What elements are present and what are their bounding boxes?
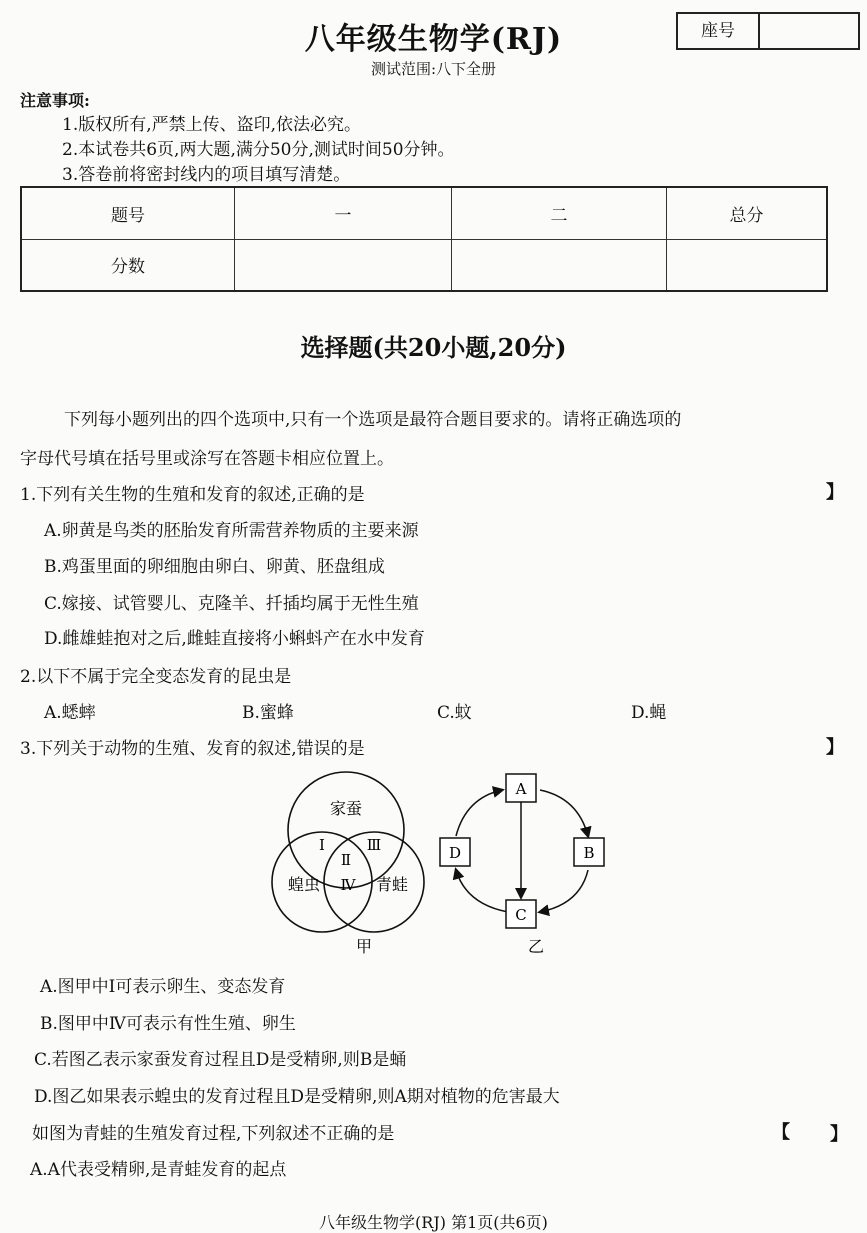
page-title: 八年级生物学(RJ) (304, 22, 563, 57)
venn-region-4: Ⅳ (340, 876, 356, 894)
arrow-a-to-b (540, 790, 588, 836)
node-c-label: C (515, 906, 527, 924)
question-stem: 2.以下不属于完全变态发育的昆虫是 (20, 667, 292, 687)
question-stem: 如图为青蛙的生殖发育过程,下列叙述不正确的是 (32, 1124, 395, 1144)
option: A.图甲中Ⅰ可表示卵生、变态发育 (40, 977, 286, 997)
notice-item: 2.本试卷共6页,两大题,满分50分,测试时间50分钟。 (62, 140, 455, 160)
score-header-cell: 题号 (21, 187, 235, 239)
option: B.鸡蛋里面的卵细胞由卵白、卵黄、胚盘组成 (44, 557, 385, 577)
option: D.蝇 (631, 703, 667, 723)
score-blank-cell[interactable] (452, 239, 667, 291)
option: B.蜜蜂 (242, 703, 294, 723)
option: C.若图乙表示家蚕发育过程且D是受精卵,则B是蛹 (34, 1050, 407, 1070)
seat-label: 座号 (678, 14, 760, 48)
node-a-label: A (515, 780, 527, 798)
option: D.雌雄蛙抱对之后,雌蛙直接将小蝌蚪产在水中发育 (44, 629, 425, 649)
score-blank-cell[interactable] (667, 239, 828, 291)
score-header-cell: 总分 (667, 187, 828, 239)
option: A.卵黄是鸟类的胚胎发育所需营养物质的主要来源 (44, 521, 419, 541)
answer-bracket: 】 (826, 482, 844, 503)
score-table (20, 186, 828, 292)
score-blank-cell[interactable] (235, 239, 452, 291)
seat-number-box (676, 12, 860, 50)
figure-caption-jia: 甲 (355, 937, 373, 956)
score-header-cell: 二 (452, 187, 667, 239)
cycle-diagram (430, 770, 620, 960)
figure-caption-yi: 乙 (527, 937, 545, 956)
option: C.嫁接、试管婴儿、克隆羊、扦插均属于无性生殖 (44, 594, 419, 614)
score-row-label: 分数 (21, 239, 235, 291)
venn-diagram (262, 770, 442, 960)
instructions: 字母代号填在括号里或涂写在答题卡相应位置上。 (20, 449, 394, 469)
venn-label-frog: 青蛙 (375, 875, 409, 894)
page-footer: 八年级生物学(RJ) 第1页(共6页) (319, 1213, 548, 1232)
question-stem: 3.下列关于动物的生殖、发育的叙述,错误的是 (20, 739, 365, 759)
option: D.图乙如果表示蝗虫的发育过程且D是受精卵,则A期对植物的危害最大 (34, 1087, 560, 1107)
venn-region-1: Ⅰ (319, 836, 325, 854)
venn-label-locust: 蝗虫 (287, 875, 321, 894)
option: A.A代表受精卵,是青蛙发育的起点 (30, 1160, 287, 1180)
notice-item: 1.版权所有,严禁上传、盗印,依法必究。 (62, 115, 362, 135)
node-d-label: D (448, 844, 462, 862)
test-scope: 测试范围:八下全册 (370, 60, 497, 78)
node-b-label: B (583, 844, 595, 862)
score-header-cell: 一 (235, 187, 452, 239)
answer-bracket: 】 (826, 737, 844, 758)
question-stem: 1.下列有关生物的生殖和发育的叙述,正确的是 (20, 485, 365, 505)
venn-circle-silkworm (288, 772, 404, 888)
option: B.图甲中Ⅳ可表示有性生殖、卵生 (40, 1014, 296, 1034)
venn-label-silkworm: 家蚕 (329, 799, 363, 818)
option: C.蚊 (437, 703, 472, 723)
answer-bracket: 】 (830, 1124, 848, 1145)
arrow-d-to-a (456, 790, 502, 836)
venn-region-3: Ⅲ (366, 836, 382, 854)
section-title: 选择题(共20小题,20分) (300, 333, 567, 362)
notice-heading: 注意事项: (20, 91, 90, 110)
arrow-c-to-d (456, 870, 508, 912)
notice-item: 3.答卷前将密封线内的项目填写清楚。 (62, 165, 351, 185)
instructions: 下列每小题列出的四个选项中,只有一个选项是最符合题目要求的。请将正确选项的 (64, 410, 682, 430)
arrow-b-to-c (540, 870, 588, 912)
option: A.蟋蟀 (44, 703, 96, 723)
venn-region-2: Ⅱ (340, 851, 352, 869)
answer-bracket-open: 【 (772, 1122, 790, 1143)
